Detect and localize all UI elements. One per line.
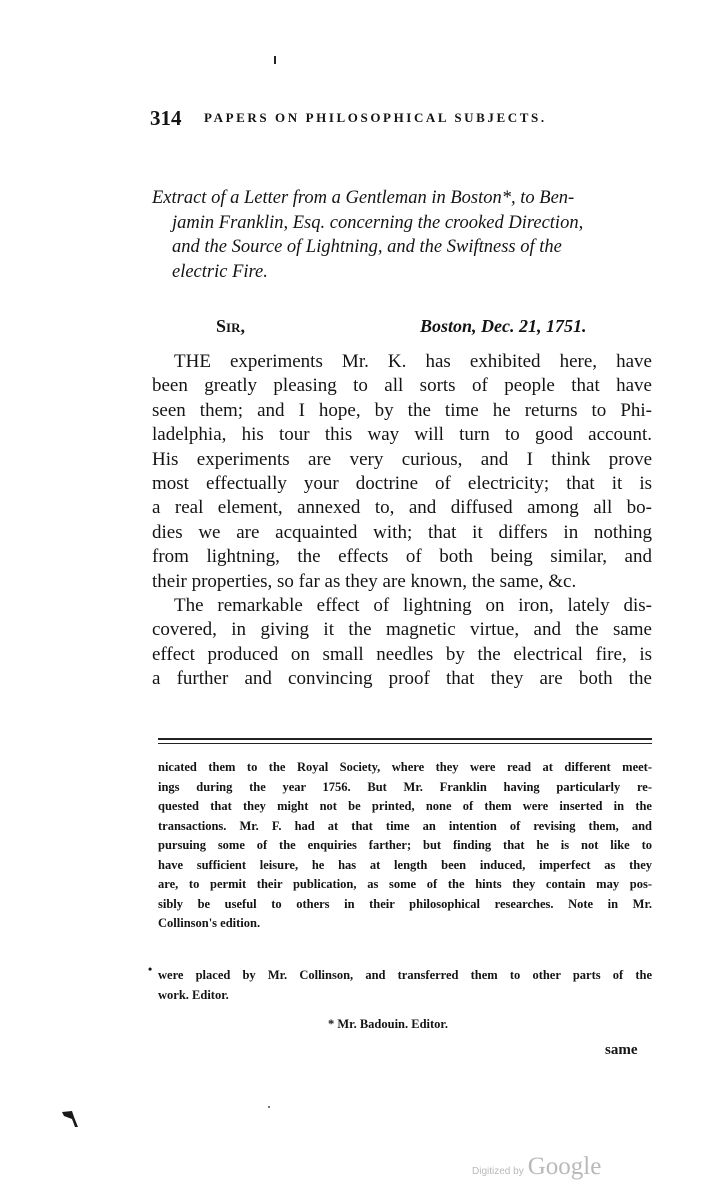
body-line: their properties, so far as they are known, the same, &c. [152,570,577,592]
watermark-logo: Google [527,1153,602,1180]
footnote-line: sibly be useful to others in their philosophical researches. Note in Mr. [158,896,652,911]
watermark-small: Digitized by [472,1166,524,1177]
body-line: dies we are acquainted with; that it differs in nothing [152,521,652,543]
footnote-line: ings during the year 1756. But Mr. Franklin having particularly re- [158,779,652,794]
page-header [150,106,650,130]
footnote-rule-thin [158,743,652,744]
corner-clip-mark [62,1109,80,1129]
body-line: His experiments are very curious, and I think prove [152,448,652,470]
footnote-continuation [158,758,652,934]
print-mark-top [274,56,276,64]
footnote-rule [158,738,652,740]
title-line: electric Fire. [172,261,268,282]
letter-body [152,350,652,692]
google-watermark [472,1153,601,1181]
catchword: same [605,1042,638,1058]
footnote-line: have sufficient leisure, he has at length been induced, imperfect as they [158,857,652,872]
footnote-line: were placed by Mr. Collinson, and transferred them to other parts of the [158,968,652,982]
letter-title [152,186,652,284]
footnote-editor [158,966,652,1005]
body-line: The remarkable effect of lightning on iron, lately dis- [174,595,652,617]
body-line: ladelphia, his tour this way will turn to good account. [152,424,652,446]
ink-speck [268,1106,270,1108]
title-line: and the Source of Lightning, and the Swiftness of the [172,237,562,257]
dateline-text: Boston, Dec. 21, 1751. [420,316,587,336]
body-line: been greatly pleasing to all sorts of people that have [152,375,652,397]
footnote-line: Collinson's edition. [158,916,261,930]
footnote-line: are, to permit their publication, as some of the hints they contain may pos- [158,877,652,891]
page-number: 314 [150,106,182,130]
footnote-line: work. Editor. [158,987,229,1002]
dateline [420,316,587,337]
salutation: Sir, [216,316,245,336]
body-line: THE experiments Mr. K. has exhibited here, have [174,351,652,372]
stray-dot-mark: • [148,962,153,976]
title-line: Extract of a Letter from a Gentleman in Boston*, to Ben- [152,188,575,208]
footnote-line: nicated them to the Royal Society, where they were read at different meet- [158,760,652,774]
footnote-line: pursuing some of the enquiries farther; but finding that he is not like to [158,838,652,852]
footnote-badouin: * Mr. Badouin. Editor. [328,1017,448,1031]
body-line: seen them; and I hope, by the time he returns to Phi- [152,399,652,421]
body-line: a real element, annexed to, and diffused among all bo- [152,497,652,519]
body-line: from lightning, the effects of both being similar, and [152,546,652,568]
body-line: effect produced on small needles by the electrical fire, is [152,643,652,665]
running-head: PAPERS ON PHILOSOPHICAL SUBJECTS. [204,110,547,125]
footnote-line: quested that they might not be printed, none of them were inserted in the [158,799,652,813]
body-line: most effectually your doctrine of electricity; that it is [152,473,652,495]
title-line: jamin Franklin, Esq. concerning the crooked Direction, [172,212,584,233]
body-line: covered, in giving it the magnetic virtue, and the same [152,619,652,641]
body-line: a further and convincing proof that they are both the [152,668,652,690]
footnote-line: transactions. Mr. F. had at that time an intention of revising them, and [158,818,652,833]
